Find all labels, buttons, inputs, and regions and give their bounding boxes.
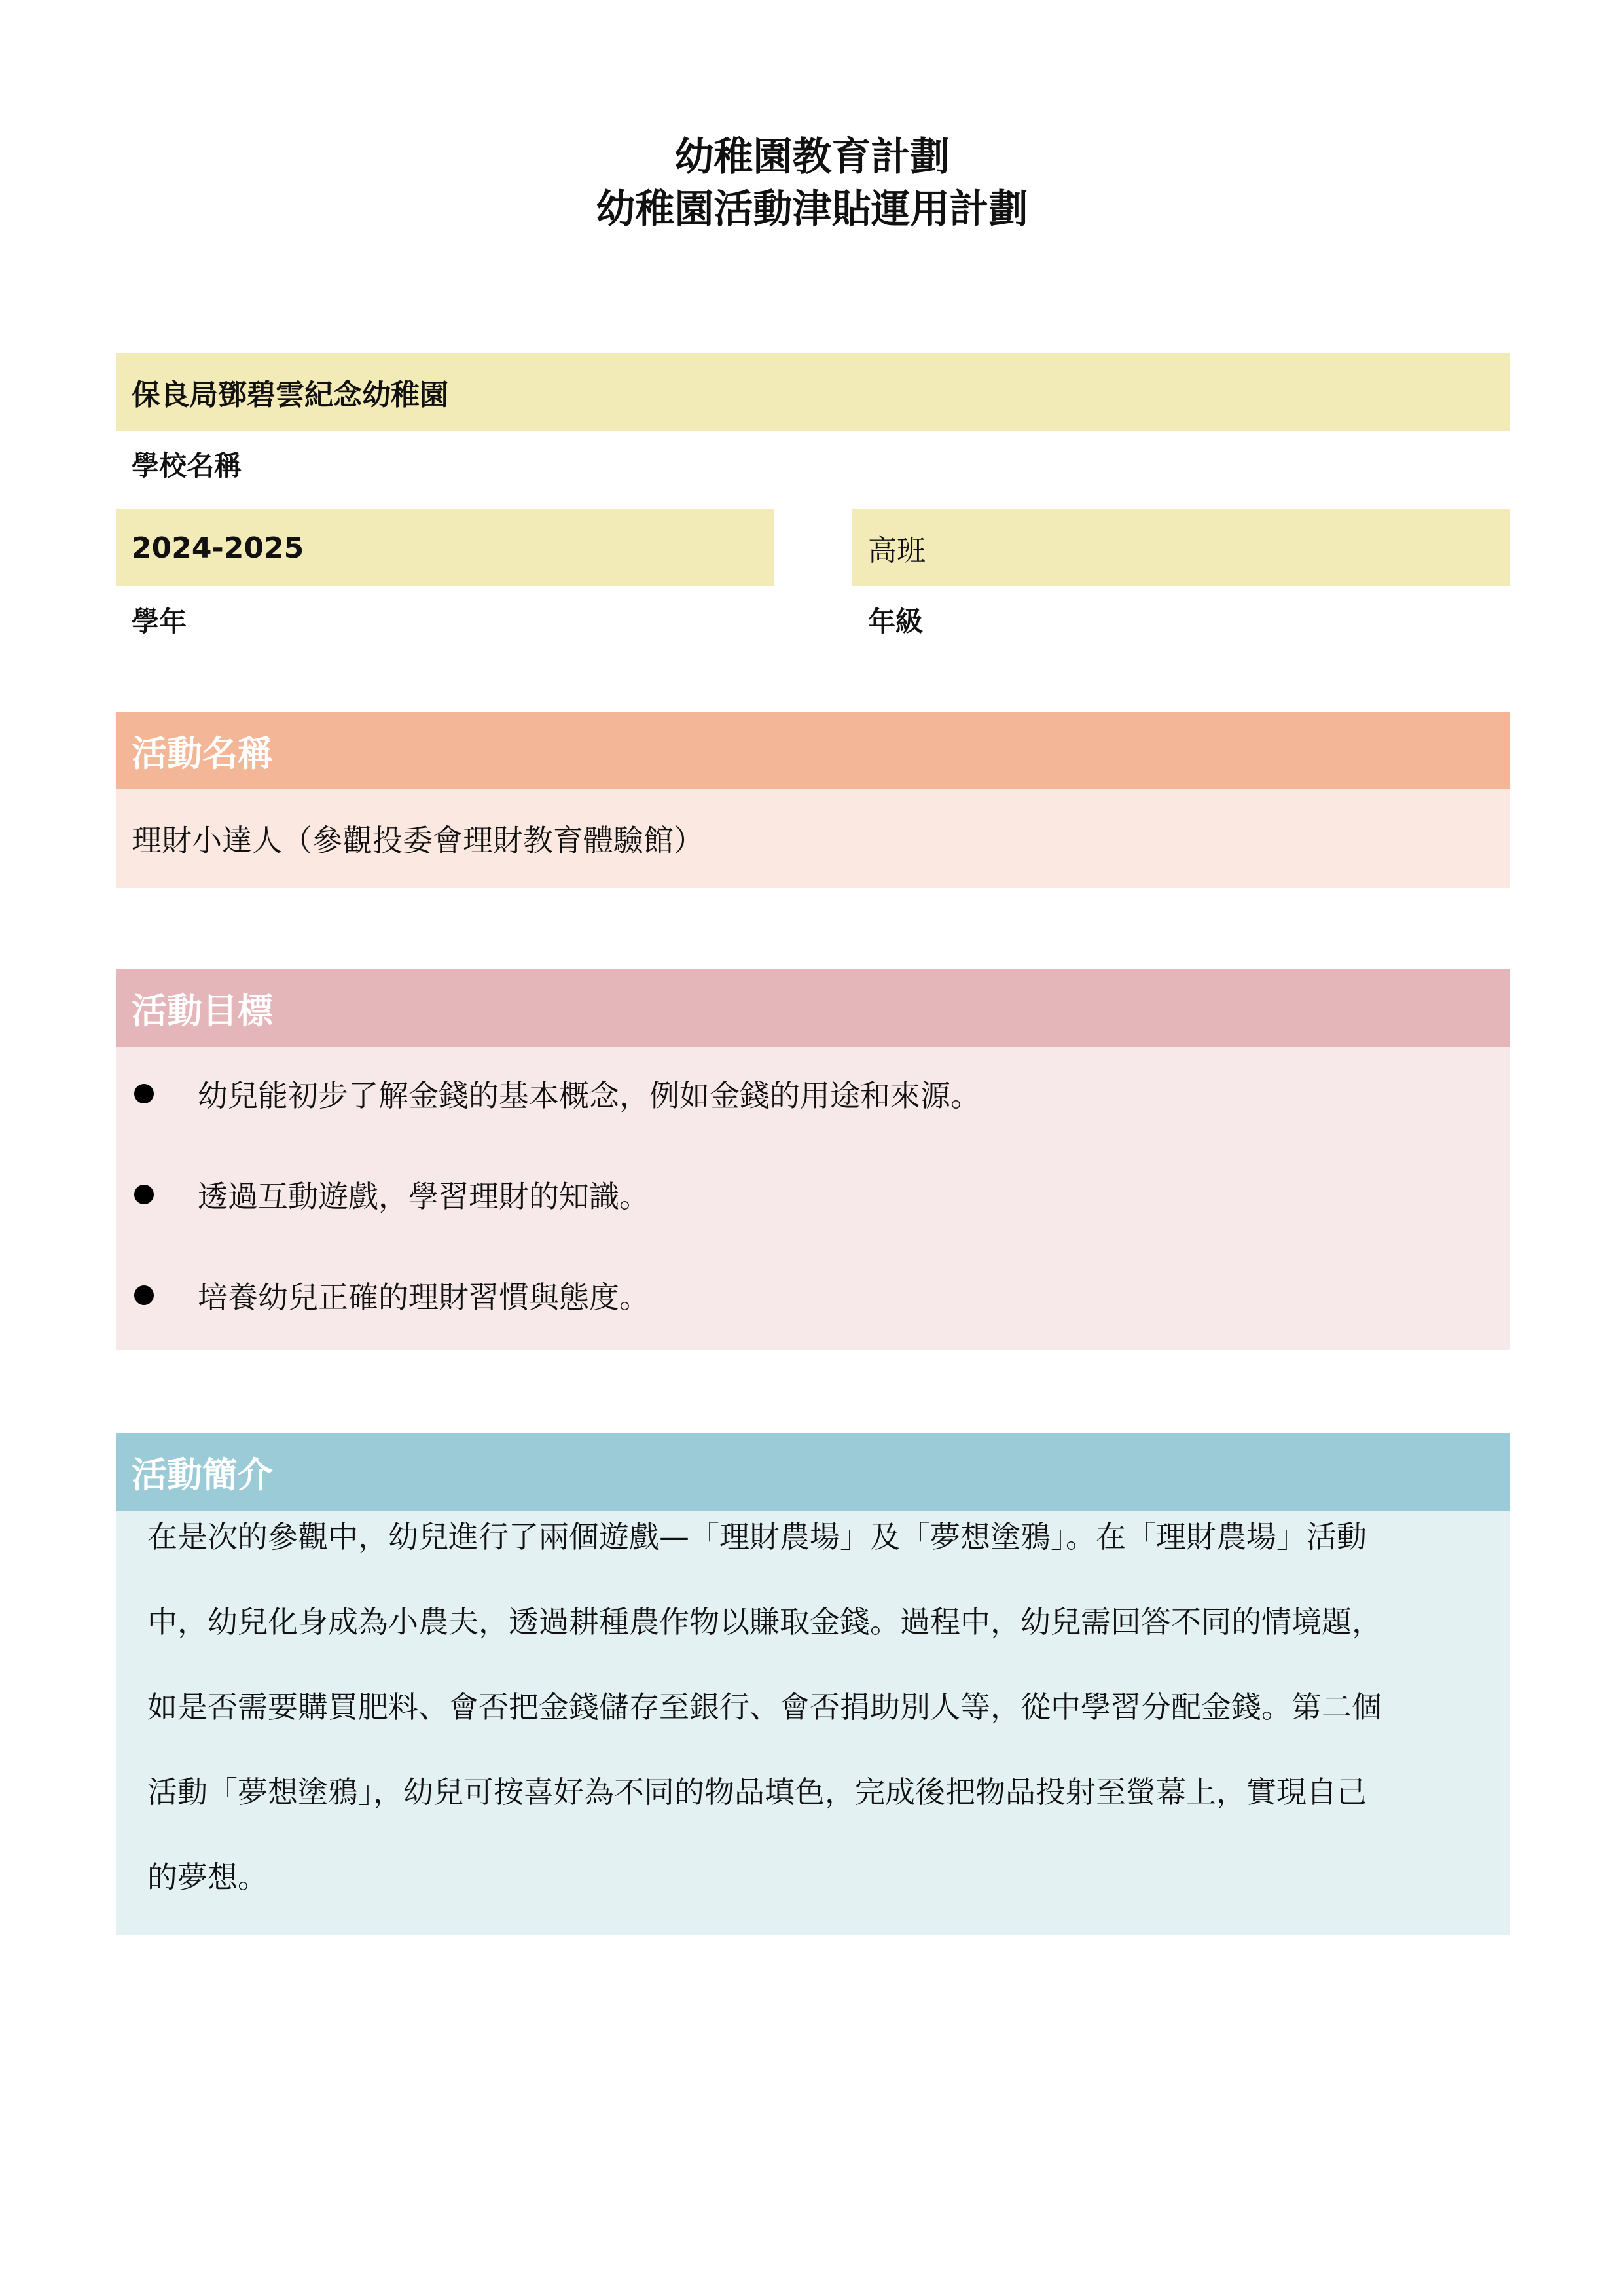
introduction-heading: 活動簡介 (116, 1433, 1510, 1511)
objective-item (116, 1168, 1510, 1221)
introduction-line: 的夢想。 (147, 1859, 268, 1895)
introduction-line: 如是否需要購買肥料、會否把金錢儲存至銀行、會否捐助別人等，從中學習分配金錢。第二個 (147, 1689, 1382, 1725)
objective-text: 透過互動遊戲，學習理財的知識。 (198, 1179, 649, 1214)
document-subtitle: 幼稚園活動津貼運用計劃 (596, 187, 1028, 232)
introduction-body (116, 1511, 1510, 1935)
objectives-list (116, 1047, 1510, 1350)
objective-item (116, 1067, 1510, 1120)
school-year-field: 2024-2025 (116, 509, 774, 586)
objective-text: 幼兒能初步了解金錢的基本概念，例如金錢的用途和來源。 (198, 1078, 981, 1113)
activity-name-value: 理財小達人（參觀投委會理財教育體驗館） (116, 789, 1510, 888)
school-name-field: 保良局鄧碧雲紀念幼稚園 (116, 353, 1510, 431)
school-name-label: 學校名稱 (132, 450, 242, 482)
document-title: 幼稚園教育計劃 (674, 134, 950, 180)
bullet-icon (134, 1185, 154, 1204)
objectives-heading: 活動目標 (116, 969, 1510, 1047)
grade-field: 高班 (852, 509, 1510, 586)
bullet-icon (134, 1084, 154, 1103)
objective-text: 培養幼兒正確的理財習慣與態度。 (198, 1280, 649, 1315)
activity-name-heading: 活動名稱 (116, 712, 1510, 789)
introduction-line: 中，幼兒化身成為小農夫，透過耕種農作物以賺取金錢。過程中，幼兒需回答不同的情境題， (147, 1604, 1382, 1640)
objective-item (116, 1269, 1510, 1321)
introduction-line: 活動「夢想塗鴉」，幼兒可按喜好為不同的物品填色，完成後把物品投射至螢幕上，實現自己 (147, 1774, 1367, 1810)
grade-label: 年級 (868, 605, 924, 637)
school-year-label: 學年 (132, 605, 187, 637)
bullet-icon (134, 1285, 154, 1305)
introduction-line: 在是次的參觀中，幼兒進行了兩個遊戲—「理財農場」及「夢想塗鴉」。在「理財農場」活動 (147, 1519, 1367, 1554)
